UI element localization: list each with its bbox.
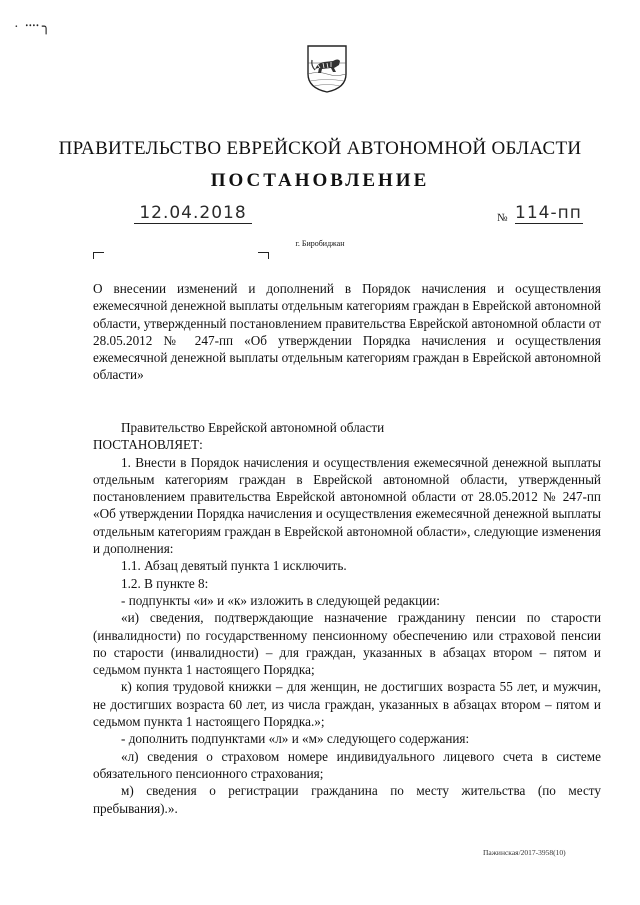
subitem-m: м) сведения о регистрации гражданина по месту жительства (по месту пребывания).». <box>93 783 601 816</box>
subitem-intro-2: - дополнить подпунктами «л» и «м» следующего содержания: <box>121 731 470 747</box>
paragraph-1: 1. Внести в Порядок начисления и осуществления ежемесячной денежной выплаты отдельным категориям граждан в Еврейской автономной области, утвержденный постановлением правительства Еврейской автономной области от 28.05.2012 № 247-пп «Об утверждении Порядка начисления и осуществления ежемесячной денежной выплаты отдельным категориям граждан в Еврейской автономной области», следующие изменения и дополнения: <box>93 454 601 557</box>
subitem-k: к) копия трудовой книжки – для женщин, не достигших возраста 55 лет, и мужчин, не достигших возраста 60 лет, из числа граждан, указанных в абзацах втором – пятом и седьмом пункта 1 настоящего Порядка.»; <box>93 679 601 730</box>
subitem-intro-1: - подпункты «и» и «к» изложить в следующей редакции: <box>121 592 440 608</box>
government-name: ПРАВИТЕЛЬСТВО ЕВРЕЙСКОЙ АВТОНОМНОЙ ОБЛАСТИ <box>58 138 582 159</box>
preamble: Правительство Еврейской автономной области <box>121 420 385 435</box>
subitem-i: «и) сведения, подтверждающие назначение гражданину пенсии по старости (инвалидности) по государственному пенсионному обеспечению или страховой пенсии по старости (инвалидности) – для граждан, указанных в абзацах втором – пятом и седьмом пункта 1 настоящего Порядка; <box>93 610 601 678</box>
city-name: г. Биробиджан <box>295 239 345 248</box>
title-corner-left <box>93 252 104 259</box>
document-date: 12.04.2018 <box>134 203 252 224</box>
coat-of-arms-emblem <box>306 44 348 94</box>
decree-word: ПОСТАНОВЛЯЕТ: <box>93 437 203 453</box>
subitem-l: «л) сведения о страховом номере индивидуального лицевого счета в системе обязательного пенсионного страхования; <box>93 748 601 781</box>
title-corner-right <box>258 252 269 259</box>
footer-reference: Пажинская/2017-3958(10) <box>483 848 566 857</box>
scan-marks: · ᠁ ╮ <box>14 20 51 35</box>
number-prefix: № <box>497 212 508 224</box>
document-body <box>93 419 601 817</box>
document-title: О внесении изменений и дополнений в Порядок начисления и осуществления ежемесячной денежной выплаты отдельным категориям граждан в Еврейской автономной области, утвержденный постановлением правительства Еврейской автономной области от 28.05.2012 № 247-пп «Об утверждении Порядка начисления и осуществления ежемесячной денежной выплаты отдельным категориям граждан в Еврейской автономной области» <box>93 281 601 383</box>
document-number: 114-пп <box>515 203 582 223</box>
document-type: ПОСТАНОВЛЕНИЕ <box>210 170 430 191</box>
paragraph-1-1: 1.1. Абзац девятый пункта 1 исключить. <box>121 558 347 574</box>
paragraph-1-2: 1.2. В пункте 8: <box>121 575 209 591</box>
